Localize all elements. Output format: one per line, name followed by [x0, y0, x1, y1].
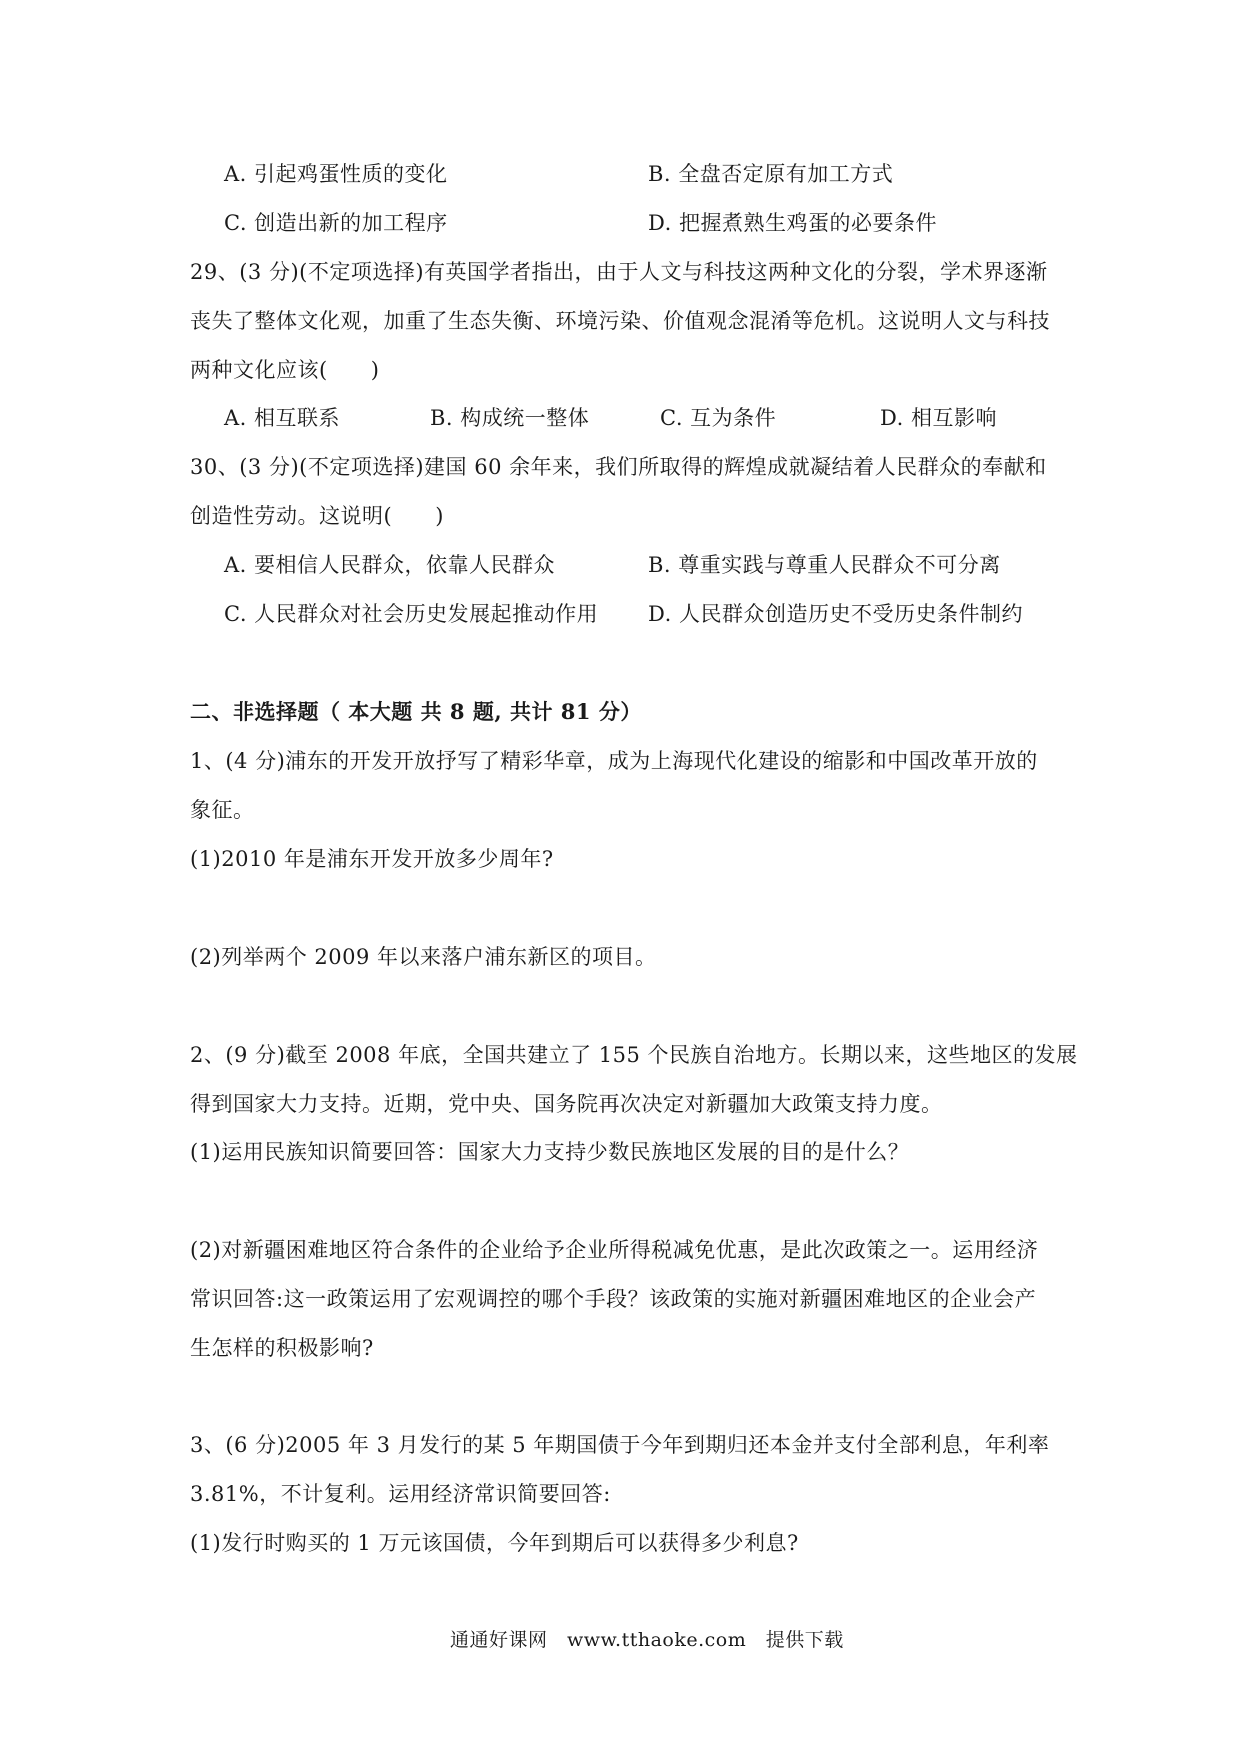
nq1-sub-question-2: (2)列举两个 2009 年以来落户浦东新区的项目。 — [190, 945, 657, 969]
q30-option-b: B. 尊重实践与尊重人民群众不可分离 — [648, 553, 1001, 577]
q30-option-a: A. 要相信人民群众，依靠人民群众 — [224, 553, 556, 577]
nq2-sub-question-2-line-1: (2)对新疆困难地区符合条件的企业给予企业所得税减免优惠，是此次政策之一。运用经济 — [190, 1238, 1039, 1262]
q29-stem-line-2: 丧失了整体文化观，加重了生态失衡、环境污染、价值观念混淆等危机。这说明人文与科技 — [190, 309, 1050, 333]
nq2-sub-question-2-line-2: 常识回答:这一政策运用了宏观调控的哪个手段？该政策的实施对新疆困难地区的企业会产 — [190, 1287, 1037, 1311]
q28-option-c: C. 创造出新的加工程序 — [224, 211, 448, 235]
nq2-stem-line-1: 2、(9 分)截至 2008 年底，全国共建立了 155 个民族自治地方。长期以来，这些地区的发展 — [190, 1043, 1078, 1067]
q29-option-c: C. 互为条件 — [660, 406, 777, 430]
nq3-stem-line-1: 3、(6 分)2005 年 3 月发行的某 5 年期国债于今年到期归还本金并支付全部利息，年利率 — [190, 1433, 1050, 1457]
q29-option-d: D. 相互影响 — [880, 406, 997, 430]
q30-stem-line-2: 创造性劳动。这说明( ) — [190, 504, 444, 528]
q30-stem-line-1: 30、(3 分)(不定项选择)建国 60 余年来，我们所取得的辉煌成就凝结着人民群众的奉献和 — [190, 455, 1047, 479]
q28-option-a: A. 引起鸡蛋性质的变化 — [224, 162, 448, 186]
q28-option-d: D. 把握煮熟生鸡蛋的必要条件 — [648, 211, 937, 235]
section-heading: 二、非选择题（ 本大题 共 8 题, 共计 81 分） — [190, 699, 642, 724]
nq1-sub-question-1: (1)2010 年是浦东开发开放多少周年? — [190, 847, 554, 871]
q29-stem-line-3: 两种文化应该( ) — [190, 358, 380, 382]
q28-option-b: B. 全盘否定原有加工方式 — [648, 162, 894, 186]
q29-option-b: B. 构成统一整体 — [430, 406, 590, 430]
nq1-stem-line-2: 象征。 — [190, 798, 255, 822]
q30-option-d: D. 人民群众创造历史不受历史条件制约 — [648, 602, 1023, 626]
nq2-sub-question-1: (1)运用民族知识简要回答：国家大力支持少数民族地区发展的目的是什么？ — [190, 1140, 910, 1164]
footer-download-notice: 通通好课网 www.tthaoke.com 提供下载 — [450, 1629, 844, 1651]
nq3-sub-question-1: (1)发行时购买的 1 万元该国债，今年到期后可以获得多少利息? — [190, 1531, 799, 1555]
nq2-sub-question-2-line-3: 生怎样的积极影响? — [190, 1336, 374, 1360]
q29-stem-line-1: 29、(3 分)(不定项选择)有英国学者指出，由于人文与科技这两种文化的分裂，学术界逐渐 — [190, 260, 1048, 284]
nq1-stem-line-1: 1、(4 分)浦东的开发开放抒写了精彩华章，成为上海现代化建设的缩影和中国改革开放的 — [190, 749, 1038, 773]
nq3-stem-line-2: 3.81%，不计复利。运用经济常识简要回答: — [190, 1482, 611, 1506]
q29-option-a: A. 相互联系 — [224, 406, 341, 430]
q30-option-c: C. 人民群众对社会历史发展起推动作用 — [224, 602, 599, 626]
nq2-stem-line-2: 得到国家大力支持。近期，党中央、国务院再次决定对新疆加大政策支持力度。 — [190, 1092, 943, 1116]
